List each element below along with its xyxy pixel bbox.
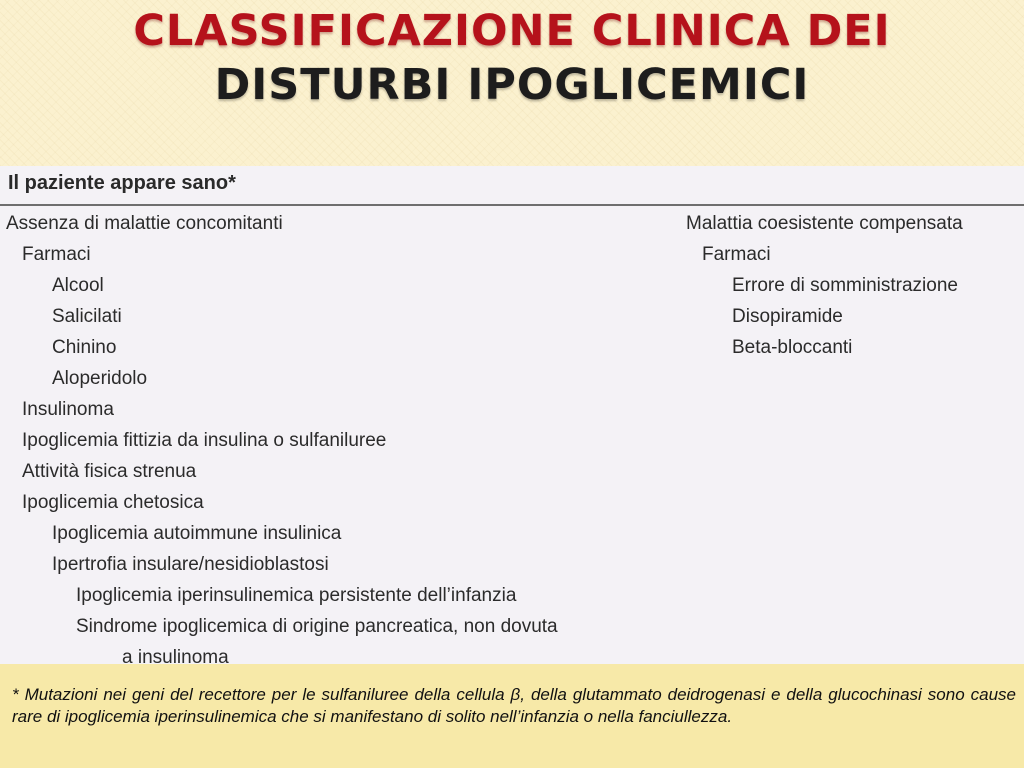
title-line-1: CLASSIFICAZIONE CLINICA DEI xyxy=(133,6,891,56)
left-column xyxy=(6,208,558,664)
list-item: Ipoglicemia iperinsulinemica persistente dell’infanzia xyxy=(76,585,517,606)
list-item: Farmaci xyxy=(702,244,771,265)
list-item: Disopiramide xyxy=(732,306,843,327)
list-item: Malattia coesistente compensata xyxy=(686,213,963,234)
list-item: Ipoglicemia chetosica xyxy=(22,492,204,513)
list-item: Chinino xyxy=(52,337,117,358)
list-item: Beta-bloccanti xyxy=(732,337,853,358)
footnote-box xyxy=(0,664,1024,768)
list-item: Aloperidolo xyxy=(52,368,148,389)
classification-table xyxy=(0,166,1024,664)
list-item: Errore di somministrazione xyxy=(732,275,958,296)
list-item: Salicilati xyxy=(52,306,122,327)
list-item: a insulinoma xyxy=(122,647,229,664)
table-header: Il paziente appare sano* xyxy=(8,172,236,194)
list-item: Insulinoma xyxy=(22,399,114,420)
list-item: Sindrome ipoglicemica di origine pancreatica, non dovuta xyxy=(76,616,558,637)
footnote-text: * Mutazioni nei geni del recettore per le sulfaniluree della cellula β, della glutammato deidrogenasi e della glucochinasi sono cause rare di ipoglicemia iperinsulinemica che si manifestano di solito nell’infanzia o nella fanciullezza. xyxy=(12,685,1016,726)
list-item: Farmaci xyxy=(22,244,91,265)
list-item: Attività fisica strenua xyxy=(22,461,197,482)
title-line-2: DISTURBI IPOGLICEMICI xyxy=(214,60,810,110)
list-item: Ipoglicemia fittizia da insulina o sulfaniluree xyxy=(22,430,387,451)
list-item: Alcool xyxy=(52,275,104,296)
list-item: Ipoglicemia autoimmune insulinica xyxy=(52,523,342,544)
right-column xyxy=(686,208,963,363)
list-item: Assenza di malattie concomitanti xyxy=(6,213,283,234)
header-divider xyxy=(0,204,1024,206)
list-item: Ipertrofia insulare/nesidioblastosi xyxy=(52,554,329,575)
slide-title xyxy=(0,4,1024,154)
